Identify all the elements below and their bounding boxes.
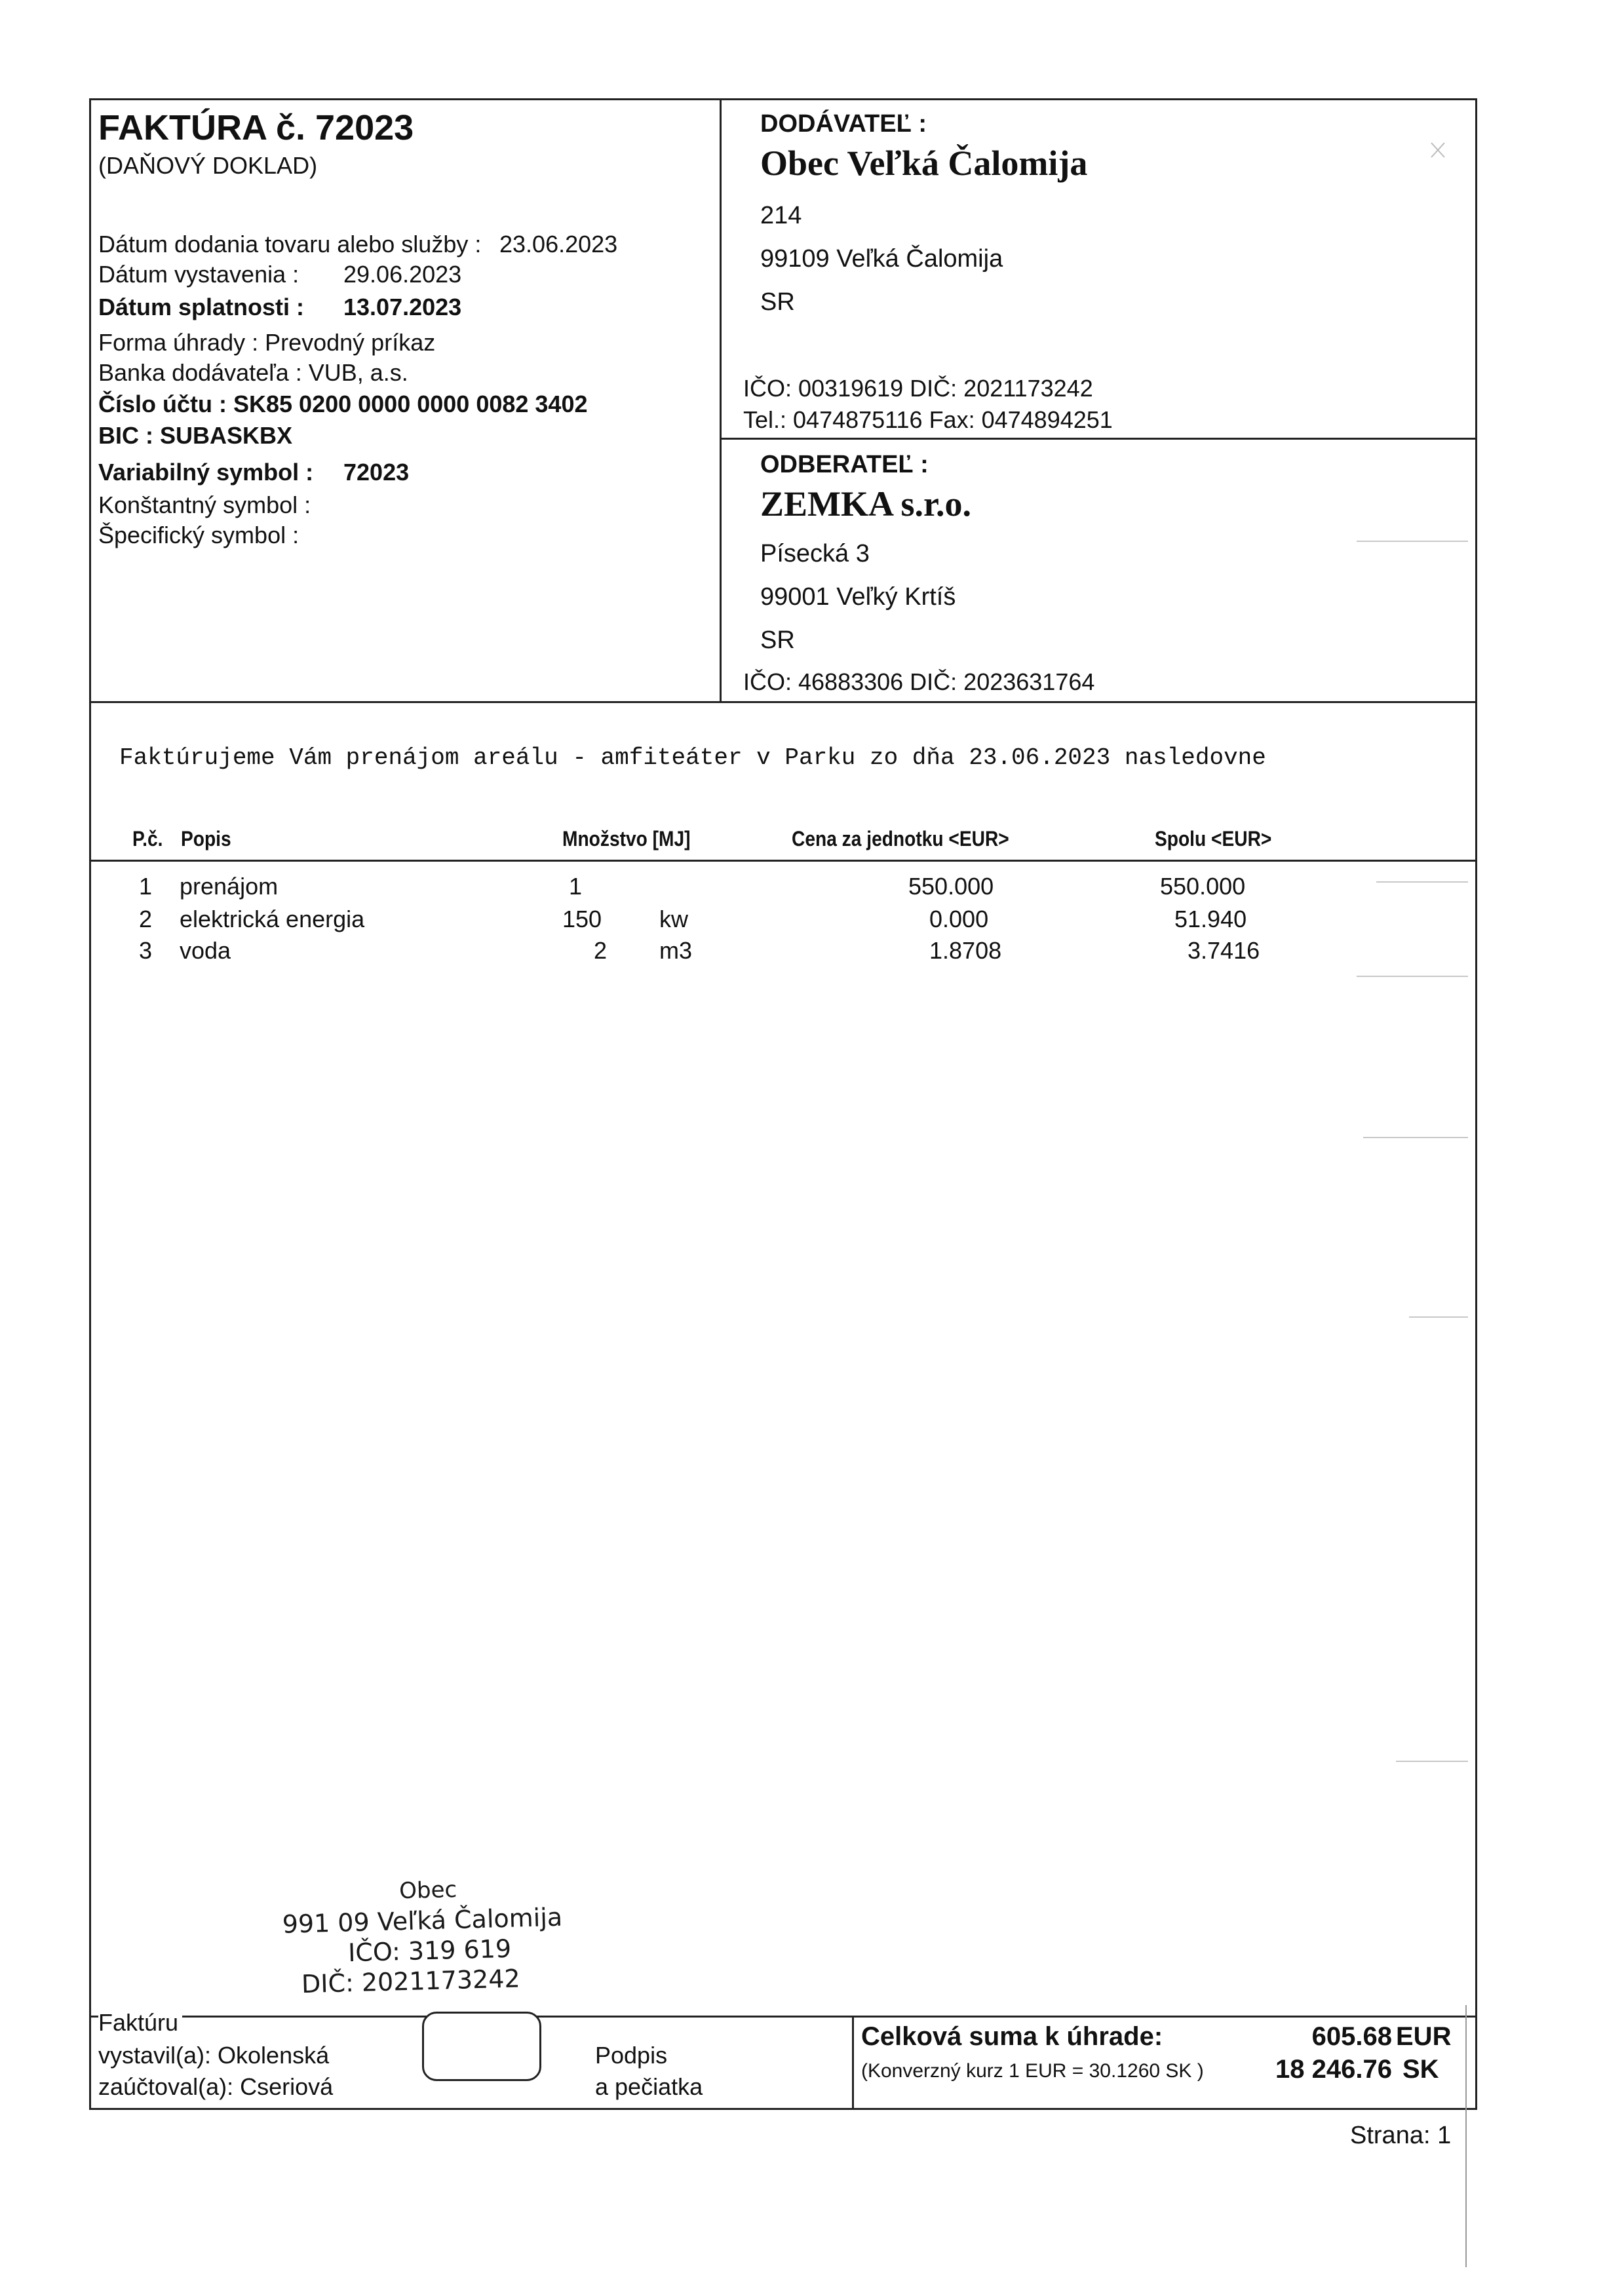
col-header-unit-price: Cena za jednotku <EUR> xyxy=(792,827,1009,851)
supplier-street: 214 xyxy=(760,202,802,229)
bic-code: BIC : SUBASKBX xyxy=(98,422,293,449)
posted-by: zaúčtoval(a): Cseriová xyxy=(98,2073,334,2100)
row-unit-price: 1.8708 xyxy=(929,937,1002,964)
row-no: 1 xyxy=(139,873,153,900)
row-desc: elektrická energia xyxy=(180,906,365,932)
supplier-name: Obec Veľká Čalomija xyxy=(760,144,1088,183)
row-qty: 150 xyxy=(562,906,602,932)
row-unit-price: 0.000 xyxy=(929,906,989,932)
supplier-city: 99109 Veľká Čalomija xyxy=(760,245,1003,273)
customer-label: ODBERATEĽ : xyxy=(760,451,929,478)
row-unit: m3 xyxy=(659,937,693,964)
row-qty: 2 xyxy=(594,937,608,964)
col-header-qty: Množstvo [MJ] xyxy=(562,827,691,851)
customer-name: ZEMKA s.r.o. xyxy=(760,484,972,524)
invoice-subtitle: (DAŇOVÝ DOKLAD) xyxy=(98,152,318,179)
signature-label-2: a pečiatka xyxy=(595,2073,703,2100)
customer-street: Písecká 3 xyxy=(760,540,870,567)
customer-ids: IČO: 46883306 DIČ: 2023631764 xyxy=(743,668,1095,695)
issued-title: Faktúru xyxy=(98,2009,182,2037)
row-desc: voda xyxy=(180,937,231,964)
row-no: 2 xyxy=(139,906,153,932)
variable-symbol-label: Variabilný symbol : xyxy=(98,459,314,486)
supplier-label: DODÁVATEĽ : xyxy=(760,110,927,138)
col-header-total: Spolu <EUR> xyxy=(1155,827,1272,851)
issue-date-value: 29.06.2023 xyxy=(343,261,462,288)
due-date-value: 13.07.2023 xyxy=(343,294,462,320)
customer-city: 99001 Veľký Krtíš xyxy=(760,583,956,611)
account-number: Číslo účtu : SK85 0200 0000 0000 0082 3402 xyxy=(98,391,588,417)
variable-symbol-value: 72023 xyxy=(343,459,410,486)
stamp-line-2: 991 09 Veľká Čalomija xyxy=(282,1902,563,1939)
stamp-line-4: DIČ: 2021173242 xyxy=(301,1964,521,1999)
issued-by: vystavil(a): Okolenská xyxy=(98,2042,330,2069)
stamp-line-3: IČO: 319 619 xyxy=(347,1934,512,1968)
constant-symbol: Konštantný symbol : xyxy=(98,491,311,518)
payment-form: Forma úhrady : Prevodný príkaz xyxy=(98,329,436,356)
supplier-contact: Tel.: 0474875116 Fax: 0474894251 xyxy=(743,406,1113,433)
total-eur-value: 605.68 xyxy=(1311,2022,1392,2051)
row-qty: 1 xyxy=(569,873,583,900)
total-sk-currency: SK xyxy=(1402,2055,1439,2084)
due-date-label: Dátum splatnosti : xyxy=(98,294,305,320)
invoice-title: FAKTÚRA č. 72023 xyxy=(98,108,414,147)
row-total: 3.7416 xyxy=(1188,937,1260,964)
row-total: 550.000 xyxy=(1160,873,1246,900)
customer-country: SR xyxy=(760,626,795,654)
row-desc: prenájom xyxy=(180,873,279,900)
row-no: 3 xyxy=(139,937,153,964)
specific-symbol: Špecifický symbol : xyxy=(98,522,300,548)
page-number: Strana: 1 xyxy=(1350,2122,1452,2149)
supplier-ids: IČO: 00319619 DIČ: 2021173242 xyxy=(743,375,1093,402)
col-header-no: P.č. xyxy=(132,827,163,851)
row-unit-price: 550.000 xyxy=(908,873,994,900)
col-header-desc: Popis xyxy=(181,827,231,851)
issue-date-label: Dátum vystavenia : xyxy=(98,261,300,288)
row-total: 51.940 xyxy=(1174,906,1247,932)
supplier-country: SR xyxy=(760,288,795,316)
conversion-rate: (Konverzný kurz 1 EUR = 30.1260 SK ) xyxy=(861,2060,1204,2082)
delivery-date-label: Dátum dodania tovaru alebo služby : xyxy=(98,231,482,258)
total-label: Celková suma k úhrade: xyxy=(861,2022,1163,2051)
total-sk-value: 18 246.76 xyxy=(1275,2055,1392,2084)
row-unit: kw xyxy=(659,906,688,932)
total-eur-currency: EUR xyxy=(1396,2022,1452,2051)
intro-text: Faktúrujeme Vám prenájom areálu - amfiteáter v Parku zo dňa 23.06.2023 nasledovne xyxy=(119,744,1266,771)
delivery-date-value: 23.06.2023 xyxy=(499,231,618,258)
signature-label-1: Podpis xyxy=(595,2042,668,2069)
stamp-line-1: Obec xyxy=(398,1876,457,1905)
bank-name: Banka dodávateľa : VUB, a.s. xyxy=(98,359,408,386)
